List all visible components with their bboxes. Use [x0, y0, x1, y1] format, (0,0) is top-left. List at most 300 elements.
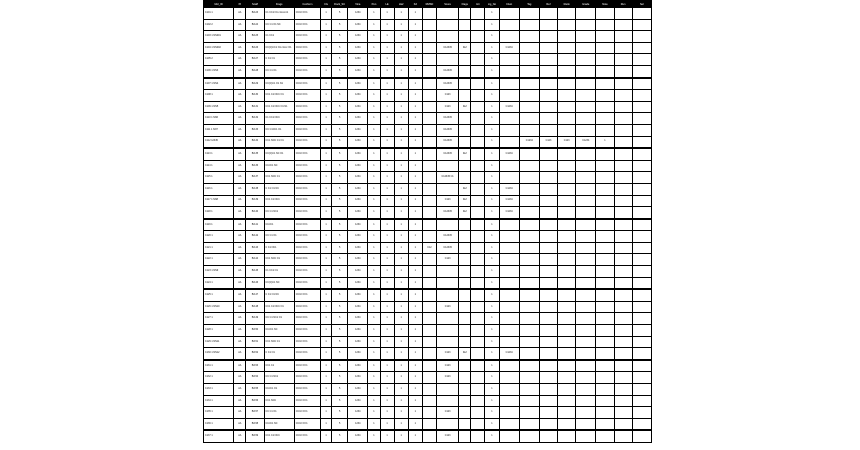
- table-cell[interactable]: 1: [368, 54, 380, 66]
- table-cell[interactable]: [576, 384, 596, 396]
- table-cell[interactable]: [471, 384, 485, 396]
- table-cell[interactable]: Br155: [246, 384, 264, 396]
- table-cell[interactable]: 1: [321, 348, 332, 360]
- table-cell[interactable]: C1CC1: [264, 219, 294, 231]
- table-cell[interactable]: AA: [234, 195, 246, 207]
- table-cell[interactable]: AA: [234, 266, 246, 278]
- table-cell[interactable]: [422, 148, 436, 160]
- table-cell[interactable]: C C1 O1: [264, 54, 294, 66]
- table-cell[interactable]: 1: [408, 8, 422, 20]
- table-cell[interactable]: [459, 372, 471, 384]
- table-cell[interactable]: [576, 325, 596, 337]
- table-cell[interactable]: 1: [368, 65, 380, 77]
- table-cell[interactable]: [519, 31, 539, 43]
- table-cell[interactable]: 1: [394, 183, 408, 195]
- table-cell[interactable]: C135 1: [204, 407, 234, 419]
- table-cell[interactable]: [558, 101, 576, 113]
- table-cell[interactable]: [471, 360, 485, 372]
- table-cell[interactable]: AA: [234, 160, 246, 172]
- table-cell[interactable]: 1234: [348, 325, 368, 337]
- table-cell[interactable]: [539, 54, 557, 66]
- table-cell[interactable]: [596, 172, 614, 184]
- table-cell[interactable]: [614, 65, 632, 77]
- table-cell[interactable]: [632, 42, 651, 54]
- table-cell[interactable]: CC1N O=1: [294, 277, 320, 289]
- table-cell[interactable]: 1: [485, 360, 499, 372]
- table-cell[interactable]: 1: [368, 336, 380, 348]
- table-cell[interactable]: [576, 124, 596, 136]
- table-cell[interactable]: [596, 148, 614, 160]
- table-cell[interactable]: [471, 195, 485, 207]
- table-cell[interactable]: 1: [380, 395, 394, 407]
- table-cell[interactable]: C123: [437, 101, 459, 113]
- table-cell[interactable]: CC C1 O1 NC: [264, 19, 294, 31]
- table-cell[interactable]: [576, 183, 596, 195]
- table-cell[interactable]: C123: [437, 360, 459, 372]
- table-cell[interactable]: 5: [332, 31, 348, 43]
- table-cell[interactable]: 1: [485, 231, 499, 243]
- table-cell[interactable]: Br126: [246, 42, 264, 54]
- table-cell[interactable]: 1: [380, 90, 394, 102]
- table-cell[interactable]: [576, 172, 596, 184]
- table-cell[interactable]: CC1N O=1: [294, 384, 320, 396]
- table-cell[interactable]: [499, 325, 519, 337]
- table-cell[interactable]: 5: [332, 242, 348, 254]
- table-cell[interactable]: Br154: [246, 372, 264, 384]
- table-cell[interactable]: CC1N O=1: [294, 266, 320, 278]
- table-cell[interactable]: AA: [234, 78, 246, 90]
- table-cell[interactable]: 1234: [348, 19, 368, 31]
- table-cell[interactable]: [539, 172, 557, 184]
- table-cell[interactable]: 1: [485, 372, 499, 384]
- table-cell[interactable]: [422, 8, 436, 20]
- table-cell[interactable]: 1: [380, 8, 394, 20]
- table-cell[interactable]: 1: [321, 231, 332, 243]
- table-cell[interactable]: C112 12345: [204, 136, 234, 148]
- table-cell[interactable]: [558, 289, 576, 301]
- table-cell[interactable]: [422, 231, 436, 243]
- table-cell[interactable]: [499, 289, 519, 301]
- table-cell[interactable]: [437, 31, 459, 43]
- table-cell[interactable]: AA: [234, 136, 246, 148]
- table-cell[interactable]: [539, 183, 557, 195]
- table-cell[interactable]: 1234: [348, 78, 368, 90]
- table-cell[interactable]: [632, 101, 651, 113]
- table-cell[interactable]: [558, 384, 576, 396]
- table-cell[interactable]: 1: [394, 136, 408, 148]
- table-cell[interactable]: [614, 418, 632, 430]
- table-cell[interactable]: [459, 242, 471, 254]
- table-cell[interactable]: [499, 360, 519, 372]
- table-cell[interactable]: [596, 301, 614, 313]
- table-cell[interactable]: 1: [485, 65, 499, 77]
- table-cell[interactable]: [596, 254, 614, 266]
- table-cell[interactable]: 1234: [348, 313, 368, 325]
- table-cell[interactable]: Br157: [246, 407, 264, 419]
- column-header[interactable]: Sel: [632, 1, 651, 8]
- table-cell[interactable]: [459, 136, 471, 148]
- table-cell[interactable]: 1: [485, 124, 499, 136]
- table-cell[interactable]: 5: [332, 136, 348, 148]
- table-cell[interactable]: 1: [321, 160, 332, 172]
- table-cell[interactable]: [558, 407, 576, 419]
- table-cell[interactable]: 5: [332, 277, 348, 289]
- table-cell[interactable]: 1: [394, 289, 408, 301]
- table-cell[interactable]: [499, 395, 519, 407]
- table-cell[interactable]: [632, 254, 651, 266]
- table-cell[interactable]: 1: [394, 430, 408, 442]
- table-cell[interactable]: 5: [332, 172, 348, 184]
- table-cell[interactable]: 1: [321, 277, 332, 289]
- table-cell[interactable]: 1: [485, 90, 499, 102]
- table-cell[interactable]: AA: [234, 395, 246, 407]
- table-cell[interactable]: [499, 90, 519, 102]
- table-cell[interactable]: 1: [485, 207, 499, 219]
- table-cell[interactable]: [614, 8, 632, 20]
- table-cell[interactable]: C121 1: [204, 242, 234, 254]
- table-cell[interactable]: [558, 31, 576, 43]
- table-cell[interactable]: [632, 90, 651, 102]
- table-cell[interactable]: [422, 313, 436, 325]
- table-cell[interactable]: C129 1 NN11: [204, 336, 234, 348]
- column-header[interactable]: Clust: [499, 1, 519, 8]
- table-cell[interactable]: 1: [321, 183, 332, 195]
- table-cell[interactable]: 5: [332, 254, 348, 266]
- table-cell[interactable]: 1234: [348, 101, 368, 113]
- table-cell[interactable]: 1: [394, 242, 408, 254]
- table-cell[interactable]: [422, 172, 436, 184]
- table-cell[interactable]: Br142: [246, 231, 264, 243]
- table-cell[interactable]: 1: [368, 101, 380, 113]
- table-cell[interactable]: [519, 418, 539, 430]
- table-cell[interactable]: 5: [332, 231, 348, 243]
- table-cell[interactable]: Ref: [459, 195, 471, 207]
- table-cell[interactable]: 1: [485, 183, 499, 195]
- table-cell[interactable]: [519, 277, 539, 289]
- table-cell[interactable]: 1: [408, 360, 422, 372]
- table-cell[interactable]: [539, 8, 557, 20]
- table-cell[interactable]: 1: [394, 266, 408, 278]
- table-cell[interactable]: [471, 54, 485, 66]
- table-cell[interactable]: [437, 8, 459, 20]
- table-cell[interactable]: CC1N O=1: [294, 101, 320, 113]
- table-cell[interactable]: AA: [234, 207, 246, 219]
- table-cell[interactable]: [558, 65, 576, 77]
- table-cell[interactable]: 1: [394, 148, 408, 160]
- table-cell[interactable]: [539, 19, 557, 31]
- table-cell[interactable]: [558, 219, 576, 231]
- table-cell[interactable]: [576, 407, 596, 419]
- table-cell[interactable]: [614, 101, 632, 113]
- table-cell[interactable]: [437, 54, 459, 66]
- table-cell[interactable]: CC1 NCC: [264, 395, 294, 407]
- table-cell[interactable]: [558, 266, 576, 278]
- table-cell[interactable]: CC1N O=1: [294, 148, 320, 160]
- table-cell[interactable]: AA: [234, 384, 246, 396]
- table-cell[interactable]: [596, 160, 614, 172]
- table-cell[interactable]: [596, 242, 614, 254]
- table-cell[interactable]: [471, 336, 485, 348]
- table-cell[interactable]: 1: [321, 136, 332, 148]
- table-cell[interactable]: [519, 160, 539, 172]
- table-cell[interactable]: 1: [408, 395, 422, 407]
- table-cell[interactable]: 1234: [348, 336, 368, 348]
- table-cell[interactable]: C114 1: [204, 160, 234, 172]
- table-cell[interactable]: [519, 65, 539, 77]
- table-cell[interactable]: C122 1: [204, 254, 234, 266]
- table-cell[interactable]: CC(C)C1 NC O1: [264, 148, 294, 160]
- table-cell[interactable]: [614, 384, 632, 396]
- table-cell[interactable]: 1234: [348, 219, 368, 231]
- table-cell[interactable]: [519, 395, 539, 407]
- table-cell[interactable]: [539, 395, 557, 407]
- table-cell[interactable]: [437, 19, 459, 31]
- table-cell[interactable]: 1234: [348, 90, 368, 102]
- table-cell[interactable]: [519, 242, 539, 254]
- table-cell[interactable]: 1: [380, 254, 394, 266]
- table-cell[interactable]: 1: [485, 289, 499, 301]
- column-header[interactable]: Scaff: [246, 1, 264, 8]
- table-cell[interactable]: [596, 336, 614, 348]
- table-cell[interactable]: Br135: [246, 148, 264, 160]
- table-cell[interactable]: 1: [408, 336, 422, 348]
- table-cell[interactable]: [596, 19, 614, 31]
- table-cell[interactable]: 1: [321, 301, 332, 313]
- table-cell[interactable]: 1: [380, 407, 394, 419]
- table-cell[interactable]: [596, 266, 614, 278]
- table-cell[interactable]: [499, 124, 519, 136]
- table-cell[interactable]: 1: [321, 418, 332, 430]
- table-cell[interactable]: [558, 313, 576, 325]
- table-cell[interactable]: [614, 266, 632, 278]
- table-cell[interactable]: CC1N O=1: [294, 395, 320, 407]
- table-cell[interactable]: [596, 231, 614, 243]
- table-cell[interactable]: [471, 372, 485, 384]
- table-cell[interactable]: 1: [394, 78, 408, 90]
- table-cell[interactable]: CC1N O=1: [294, 78, 320, 90]
- table-cell[interactable]: [576, 195, 596, 207]
- table-cell[interactable]: [459, 301, 471, 313]
- table-cell[interactable]: 5: [332, 124, 348, 136]
- table-cell[interactable]: [539, 430, 557, 442]
- table-cell[interactable]: 1: [321, 325, 332, 337]
- table-cell[interactable]: [632, 372, 651, 384]
- table-cell[interactable]: AA: [234, 172, 246, 184]
- column-header[interactable]: Frags: [264, 1, 294, 8]
- table-cell[interactable]: [471, 219, 485, 231]
- table-cell[interactable]: [471, 101, 485, 113]
- table-cell[interactable]: AA: [234, 8, 246, 20]
- table-cell[interactable]: 1: [321, 372, 332, 384]
- table-cell[interactable]: [539, 289, 557, 301]
- table-cell[interactable]: 1234: [348, 65, 368, 77]
- table-cell[interactable]: [558, 19, 576, 31]
- table-cell[interactable]: 1: [408, 172, 422, 184]
- table-cell[interactable]: CC C1 NC1 O1: [264, 313, 294, 325]
- column-header[interactable]: Grade: [576, 1, 596, 8]
- table-cell[interactable]: 1: [408, 219, 422, 231]
- table-cell[interactable]: [539, 325, 557, 337]
- table-cell[interactable]: AA: [234, 54, 246, 66]
- table-cell[interactable]: [632, 172, 651, 184]
- table-cell[interactable]: [539, 231, 557, 243]
- table-cell[interactable]: [499, 172, 519, 184]
- table-cell[interactable]: [519, 336, 539, 348]
- table-cell[interactable]: 1234: [348, 31, 368, 43]
- table-cell[interactable]: C1CC1 O1: [264, 384, 294, 396]
- table-cell[interactable]: 1234: [348, 395, 368, 407]
- table-cell[interactable]: [459, 78, 471, 90]
- table-cell[interactable]: [596, 101, 614, 113]
- table-cell[interactable]: AA: [234, 65, 246, 77]
- table-cell[interactable]: [519, 195, 539, 207]
- table-cell[interactable]: AA: [234, 19, 246, 31]
- table-cell[interactable]: 1: [321, 195, 332, 207]
- table-cell[interactable]: [422, 42, 436, 54]
- table-cell[interactable]: [632, 325, 651, 337]
- table-cell[interactable]: [576, 31, 596, 43]
- table-cell[interactable]: Br124: [246, 19, 264, 31]
- table-cell[interactable]: [558, 113, 576, 125]
- table-cell[interactable]: [539, 372, 557, 384]
- table-cell[interactable]: 1234: [348, 195, 368, 207]
- table-cell[interactable]: [614, 124, 632, 136]
- table-cell[interactable]: 5: [332, 101, 348, 113]
- table-cell[interactable]: 1: [321, 148, 332, 160]
- table-cell[interactable]: C1CC1 NC: [264, 325, 294, 337]
- table-cell[interactable]: 1: [485, 8, 499, 20]
- table-cell[interactable]: [632, 407, 651, 419]
- table-cell[interactable]: 1: [485, 113, 499, 125]
- table-cell[interactable]: 1: [368, 148, 380, 160]
- table-cell[interactable]: C105 2: [204, 54, 234, 66]
- table-cell[interactable]: 1: [368, 301, 380, 313]
- table-cell[interactable]: [558, 183, 576, 195]
- table-cell[interactable]: 1: [321, 313, 332, 325]
- table-cell[interactable]: [558, 418, 576, 430]
- table-cell[interactable]: [539, 219, 557, 231]
- table-cell[interactable]: 1: [485, 254, 499, 266]
- table-cell[interactable]: [519, 101, 539, 113]
- table-cell[interactable]: Br147: [246, 289, 264, 301]
- table-cell[interactable]: C1234: [499, 207, 519, 219]
- table-cell[interactable]: [471, 254, 485, 266]
- table-cell[interactable]: AA: [234, 242, 246, 254]
- table-cell[interactable]: 5: [332, 54, 348, 66]
- column-header[interactable]: Conform: [294, 1, 320, 8]
- table-cell[interactable]: [519, 54, 539, 66]
- table-cell[interactable]: [539, 418, 557, 430]
- table-cell[interactable]: [632, 289, 651, 301]
- table-cell[interactable]: [437, 160, 459, 172]
- table-cell[interactable]: 1: [368, 219, 380, 231]
- table-cell[interactable]: C123 1 NN9: [204, 266, 234, 278]
- table-cell[interactable]: 1: [368, 31, 380, 43]
- table-cell[interactable]: 1: [394, 8, 408, 20]
- table-cell[interactable]: [596, 8, 614, 20]
- table-cell[interactable]: [499, 160, 519, 172]
- table-cell[interactable]: 1234: [348, 360, 368, 372]
- table-cell[interactable]: AA: [234, 219, 246, 231]
- table-cell[interactable]: C C1 O1: [264, 348, 294, 360]
- table-cell[interactable]: [422, 372, 436, 384]
- table-cell[interactable]: [596, 395, 614, 407]
- table-cell[interactable]: C131 1: [204, 360, 234, 372]
- table-cell[interactable]: [596, 42, 614, 54]
- table-cell[interactable]: CC1N O=1: [294, 219, 320, 231]
- table-cell[interactable]: 1: [321, 78, 332, 90]
- table-cell[interactable]: [614, 301, 632, 313]
- table-cell[interactable]: [539, 78, 557, 90]
- table-cell[interactable]: AA: [234, 277, 246, 289]
- table-cell[interactable]: [459, 277, 471, 289]
- table-cell[interactable]: 1: [380, 325, 394, 337]
- table-cell[interactable]: C1 CC1 O1: [264, 266, 294, 278]
- table-cell[interactable]: C1 CC1 N1 c1ccccc1: [264, 8, 294, 20]
- table-cell[interactable]: AA: [234, 183, 246, 195]
- table-cell[interactable]: [459, 430, 471, 442]
- table-cell[interactable]: 1234: [348, 418, 368, 430]
- table-cell[interactable]: [459, 395, 471, 407]
- table-cell[interactable]: 1: [321, 113, 332, 125]
- table-cell[interactable]: 1: [321, 90, 332, 102]
- table-cell[interactable]: 1: [485, 42, 499, 54]
- table-cell[interactable]: [614, 430, 632, 442]
- table-cell[interactable]: [459, 124, 471, 136]
- table-cell[interactable]: [459, 65, 471, 77]
- table-cell[interactable]: [471, 289, 485, 301]
- table-cell[interactable]: [558, 8, 576, 20]
- table-cell[interactable]: [437, 183, 459, 195]
- table-cell[interactable]: AA: [234, 231, 246, 243]
- table-cell[interactable]: 1: [380, 183, 394, 195]
- table-cell[interactable]: 1: [321, 336, 332, 348]
- table-cell[interactable]: 1: [408, 231, 422, 243]
- table-cell[interactable]: C12345: [437, 42, 459, 54]
- table-cell[interactable]: [539, 65, 557, 77]
- table-cell[interactable]: CC1N O=1: [294, 207, 320, 219]
- table-cell[interactable]: Br159: [246, 430, 264, 442]
- table-cell[interactable]: [437, 384, 459, 396]
- table-cell[interactable]: [596, 54, 614, 66]
- table-cell[interactable]: [614, 31, 632, 43]
- table-cell[interactable]: 1: [368, 207, 380, 219]
- table-cell[interactable]: 1: [408, 113, 422, 125]
- table-cell[interactable]: 1: [368, 289, 380, 301]
- table-cell[interactable]: AA: [234, 313, 246, 325]
- column-header[interactable]: Hit: [471, 1, 485, 8]
- table-cell[interactable]: C12345: [437, 242, 459, 254]
- table-cell[interactable]: 5: [332, 160, 348, 172]
- table-cell[interactable]: CC1 NCC O1: [264, 254, 294, 266]
- table-cell[interactable]: [499, 219, 519, 231]
- table-cell[interactable]: [558, 372, 576, 384]
- table-cell[interactable]: C117 1 NN8: [204, 195, 234, 207]
- table-cell[interactable]: [614, 313, 632, 325]
- table-cell[interactable]: [539, 148, 557, 160]
- table-cell[interactable]: 1: [380, 42, 394, 54]
- table-cell[interactable]: CC C1 O1: [264, 407, 294, 419]
- table-cell[interactable]: [422, 254, 436, 266]
- table-cell[interactable]: [558, 124, 576, 136]
- table-cell[interactable]: 1: [485, 336, 499, 348]
- table-cell[interactable]: [539, 407, 557, 419]
- table-cell[interactable]: [422, 360, 436, 372]
- table-cell[interactable]: Br149: [246, 313, 264, 325]
- table-cell[interactable]: [614, 348, 632, 360]
- table-cell[interactable]: [499, 277, 519, 289]
- table-cell[interactable]: [614, 113, 632, 125]
